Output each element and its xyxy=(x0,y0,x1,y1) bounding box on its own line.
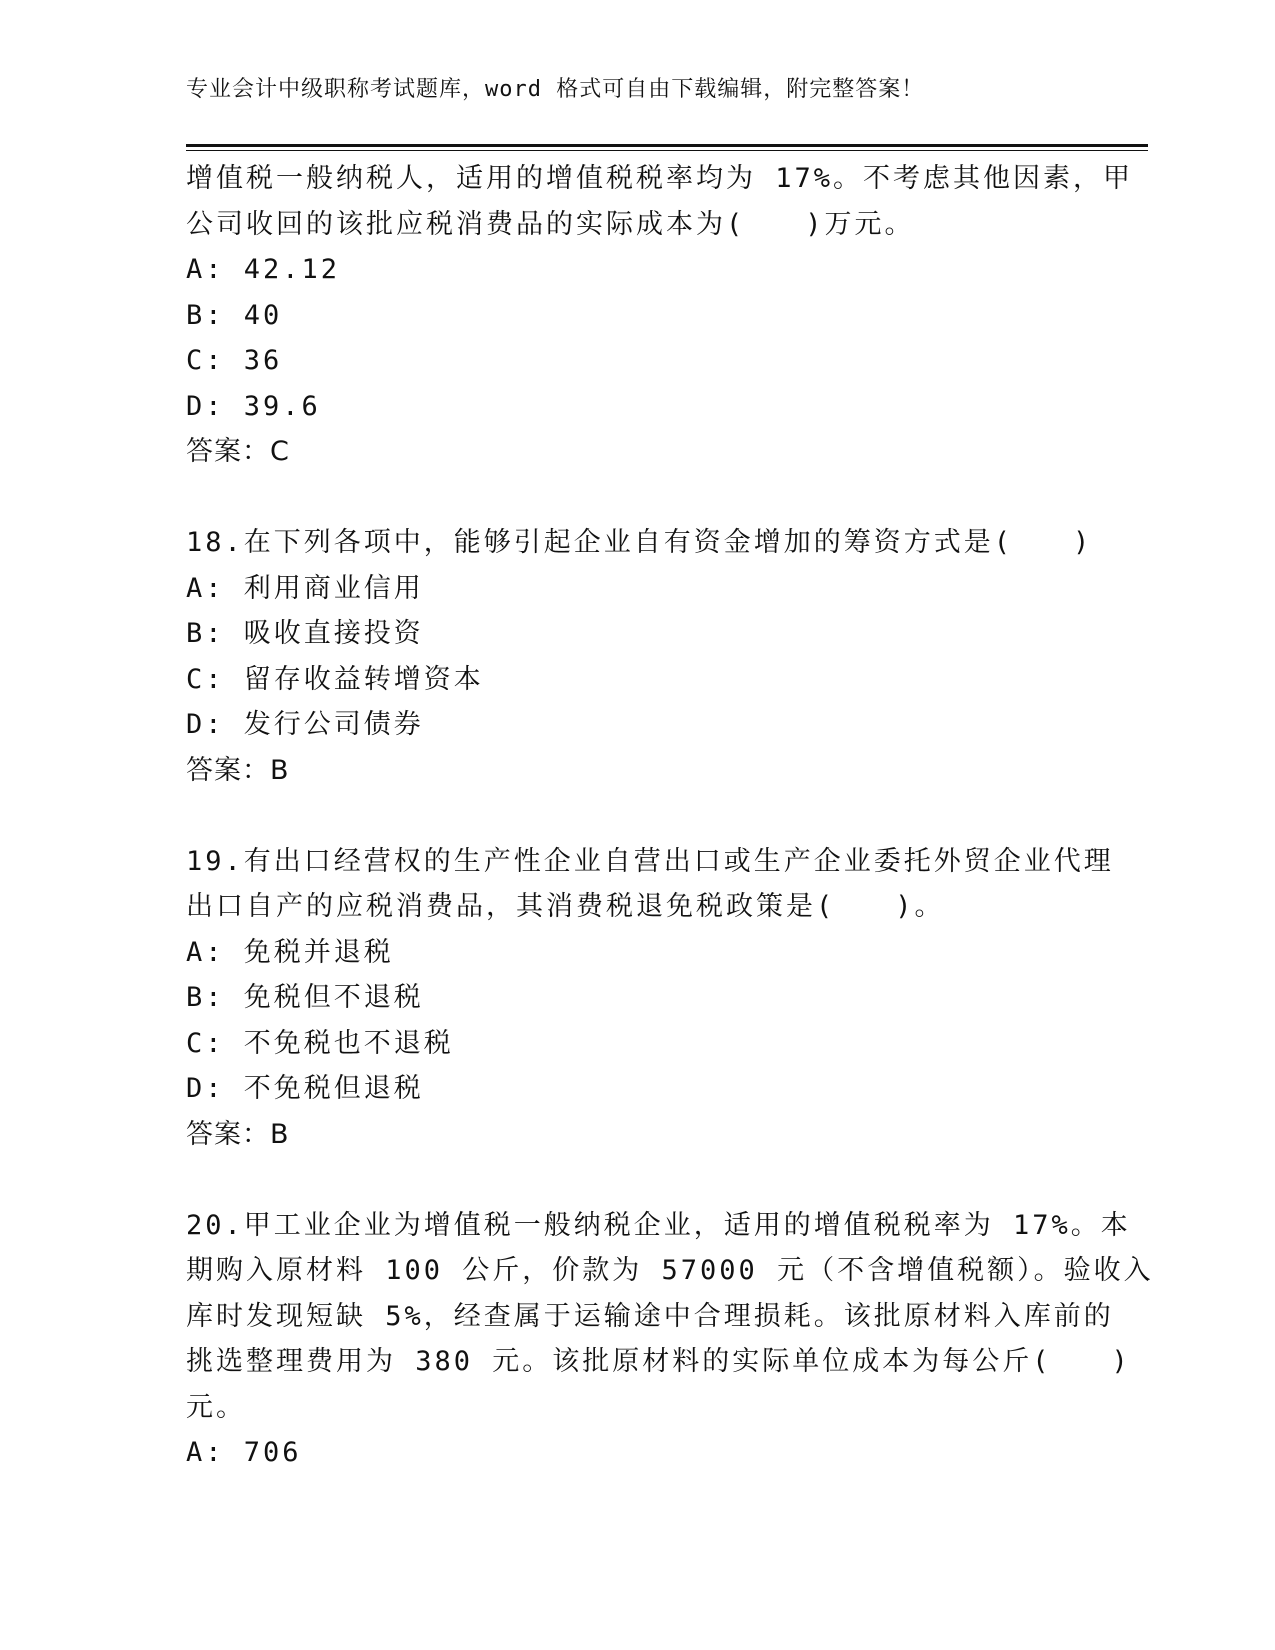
option-c: C: 留存收益转增资本 xyxy=(186,663,484,695)
answer-line: 答案：B xyxy=(186,1118,290,1150)
spacer xyxy=(186,793,1126,839)
option-c: C: 36 xyxy=(186,345,283,376)
option-d: D: 发行公司债券 xyxy=(186,709,424,740)
question-stem-line: 库时发现短缺 5%，经查属于运输途中合理损耗。该批原材料入库前的 xyxy=(186,1300,1114,1332)
question-20 xyxy=(186,1203,1154,1476)
option-b: B: 吸收直接投资 xyxy=(186,618,424,649)
answer-line: 答案：C xyxy=(186,436,290,467)
question-stem-line: 20.甲工业企业为增值税一般纳税企业，适用的增值税税率为 17%。本 xyxy=(186,1209,1131,1241)
question-stem-line: 18.在下列各项中，能够引起企业自有资金增加的筹资方式是( ) xyxy=(186,527,1093,558)
option-c: C: 不免税也不退税 xyxy=(186,1027,454,1059)
option-d: D: 不免税但退税 xyxy=(186,1073,424,1104)
question-stem-line: 公司收回的该批应税消费品的实际成本为( )万元。 xyxy=(186,208,915,240)
question-stem-line: 增值税一般纳税人，适用的增值税税率均为 17%。不考虑其他因素，甲 xyxy=(186,163,1134,194)
option-a: A: 利用商业信用 xyxy=(186,572,424,604)
question-stem-line: 元。 xyxy=(186,1391,246,1423)
option-a: A: 42.12 xyxy=(186,254,341,285)
header-rule-thick xyxy=(186,144,1148,147)
question-stem-line: 期购入原材料 100 公斤，价款为 57000 元（不含增值税额）。验收入 xyxy=(186,1255,1154,1286)
question-content xyxy=(186,156,1154,1476)
option-b: B: 免税但不退税 xyxy=(186,982,424,1013)
option-a: A: 706 xyxy=(186,1437,302,1468)
header-rule-thin xyxy=(186,150,1148,151)
question-stem-line: 出口自产的应税消费品，其消费税退免税政策是( )。 xyxy=(186,891,945,922)
option-d: D: 39.6 xyxy=(186,390,321,422)
spacer xyxy=(186,1157,1126,1203)
spacer xyxy=(186,475,1126,521)
option-a: A: 免税并退税 xyxy=(186,936,394,968)
option-b: B: 40 xyxy=(186,299,283,331)
header-note: 专业会计中级职称考试题库，word 格式可自由下载编辑，附完整答案！ xyxy=(186,77,925,102)
question-stem-line: 19.有出口经营权的生产性企业自营出口或生产企业委托外贸企业代理 xyxy=(186,845,1114,877)
question-18 xyxy=(186,520,1126,793)
question-stem-line: 挑选整理费用为 380 元。该批原材料的实际单位成本为每公斤( ) xyxy=(186,1346,1131,1377)
answer-line: 答案：B xyxy=(186,754,290,786)
question-17 xyxy=(186,156,1134,475)
question-19 xyxy=(186,839,1126,1158)
